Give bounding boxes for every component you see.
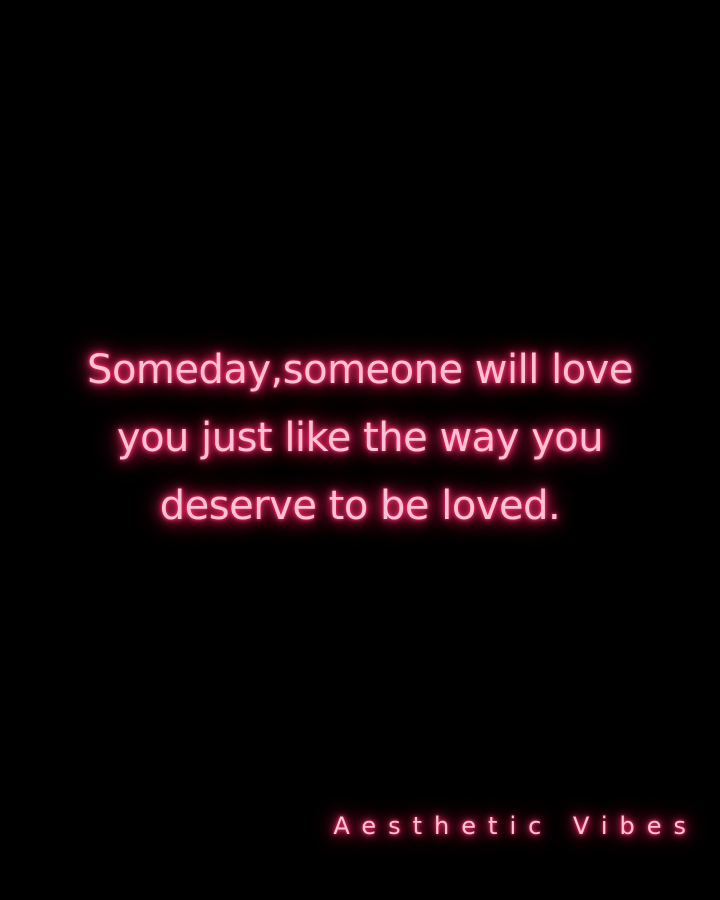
quote-text: [60, 336, 660, 540]
signature-text: Aesthetic Vibes: [333, 812, 698, 840]
quote-line-2: you just like the way you: [116, 415, 604, 461]
quote-line-3: deserve to be loved.: [159, 483, 561, 529]
quote-line-1: Someday,someone will love: [87, 347, 633, 393]
